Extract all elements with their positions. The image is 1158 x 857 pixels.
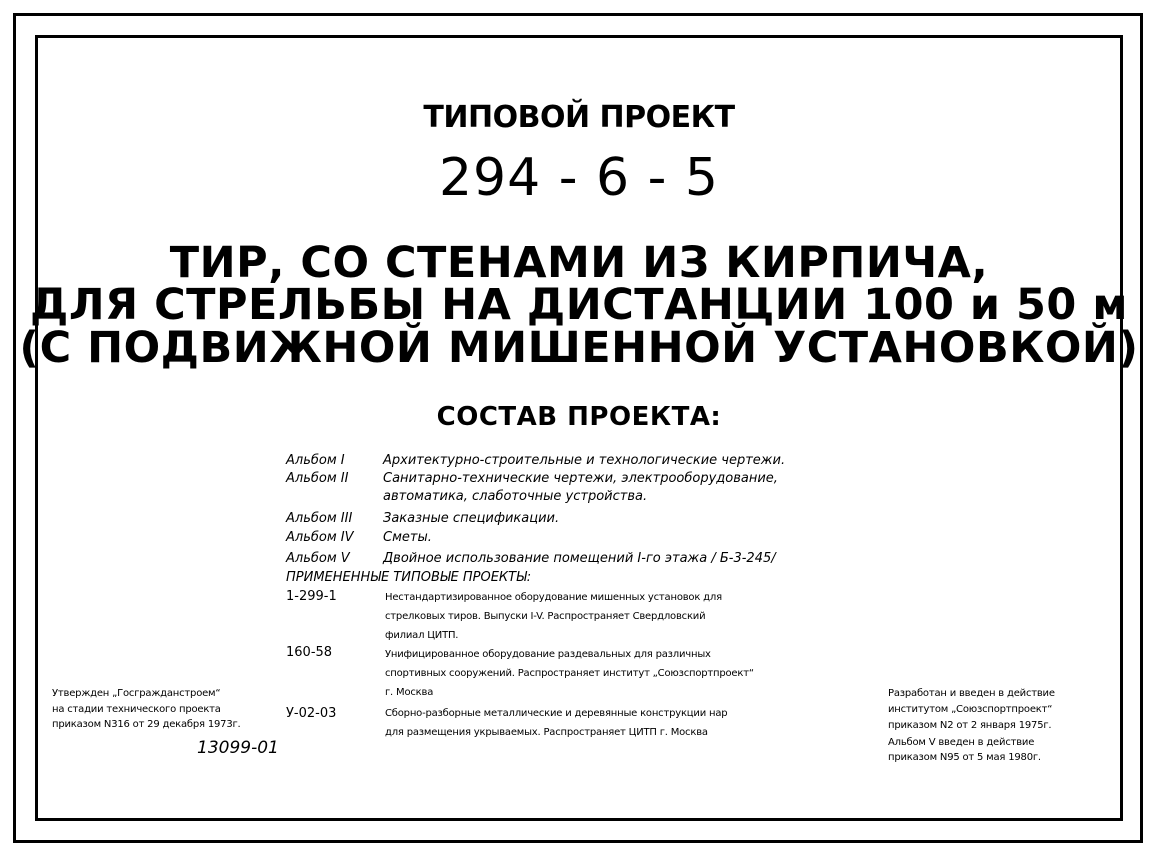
document-number: 13099-01 — [197, 738, 279, 758]
project-number: 294 - 6 - 5 — [438, 148, 720, 208]
developer-note: Разработан и введен в действие — [888, 688, 1055, 699]
album-label: Альбом V — [286, 551, 350, 566]
album-text: Заказные спецификации. — [383, 511, 560, 526]
developer-note: Альбом V введен в действие — [888, 737, 1035, 748]
album-label: Альбом II — [286, 471, 349, 486]
applied-code: У-02-03 — [286, 706, 337, 721]
applied-text: Нестандартизированное оборудование мишенных установок для — [385, 592, 722, 603]
album-text: Архитектурно-строительные и технологические чертежи. — [383, 453, 786, 468]
applied-code: 160-58 — [286, 645, 333, 660]
album-label: Альбом I — [286, 453, 345, 468]
developer-note: приказом N95 от 5 мая 1980г. — [888, 752, 1041, 763]
applied-text: для размещения укрываемых. Распространяет ЦИТП г. Москва — [385, 727, 708, 738]
album-text: автоматика, слаботочные устройства. — [383, 489, 648, 504]
composition-heading: СОСТАВ ПРОЕКТА: — [436, 402, 722, 432]
applied-code: 1-299-1 — [286, 589, 337, 604]
album-text: Санитарно-технические чертежи, электрооборудование, — [383, 471, 778, 486]
applied-text: спортивных сооружений. Распространяет институт „Союзспортпроект“ — [385, 668, 754, 679]
project-title-line-1: ТИР, СО СТЕНАМИ ИЗ КИРПИЧА, — [169, 238, 989, 288]
applied-text: Унифицированное оборудование раздевальных для различных — [385, 649, 711, 660]
album-label: Альбом IV — [286, 530, 354, 545]
approval-note: Утвержден „Госгражданстроем“ — [52, 688, 221, 699]
album-text: Сметы. — [383, 530, 432, 545]
developer-note: приказом N2 от 2 января 1975г. — [888, 720, 1052, 731]
album-label: Альбом III — [286, 511, 353, 526]
applied-text: филиал ЦИТП. — [385, 630, 459, 641]
applied-projects-heading: ПРИМЕНЕННЫЕ ТИПОВЫЕ ПРОЕКТЫ: — [286, 570, 532, 585]
album-text: Двойное использование помещений I-го этажа / Б-3-245/ — [383, 551, 776, 566]
approval-note: на стадии технического проекта — [52, 704, 221, 715]
applied-text: г. Москва — [385, 687, 434, 698]
approval-note: приказом N316 от 29 декабря 1973г. — [52, 719, 241, 730]
project-title-line-3: (С ПОДВИЖНОЙ МИШЕННОЙ УСТАНОВКОЙ) — [19, 323, 1139, 373]
developer-note: институтом „Союзспортпроект“ — [888, 704, 1053, 715]
applied-text: Сборно-разборные металлические и деревянные конструкции нар — [385, 708, 728, 719]
applied-text: стрелковых тиров. Выпуски I-V. Распространяет Свердловский — [385, 611, 706, 622]
project-title-line-2: ДЛЯ СТРЕЛЬБЫ НА ДИСТАНЦИИ 100 и 50 м — [30, 280, 1128, 330]
project-type-heading: ТИПОВОЙ ПРОЕКТ — [423, 100, 735, 135]
